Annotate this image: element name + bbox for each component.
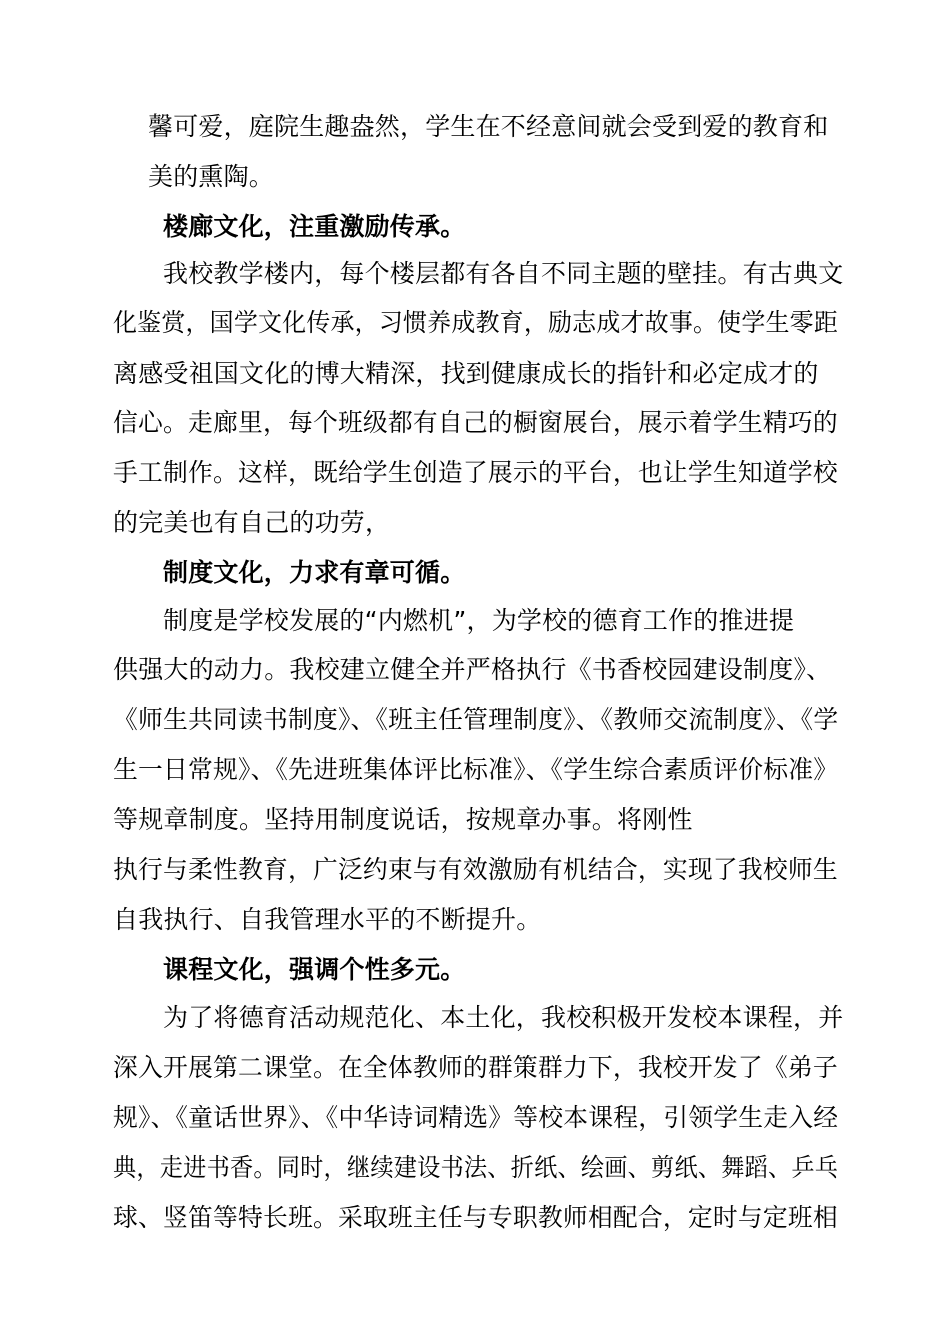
paragraph-line: 化鉴赏，国学文化传承，习惯养成教育，励志成才故事。使学生零距 <box>113 308 839 337</box>
section-heading: 楼廊文化，注重激励传承。 <box>163 212 466 241</box>
paragraph-line: 美的熏陶。 <box>148 162 275 191</box>
paragraph-line: 馨可爱，庭院生趣盎然，学生在不经意间就会受到爱的教育和 <box>148 112 829 141</box>
paragraph-line: 制度是学校发展的“内燃机”，为学校的德育工作的推进提 <box>163 606 795 635</box>
section-heading: 制度文化，力求有章可循。 <box>163 558 466 587</box>
paragraph-line: 的完美也有自己的功劳， <box>113 508 391 537</box>
paragraph-line: 供强大的动力。我校建立健全并严格执行《书香校园建设制度》、 <box>113 655 832 684</box>
paragraph-line: 我校教学楼内，每个楼层都有各自不同主题的壁挂。有古典文 <box>163 259 844 288</box>
paragraph-line: 深入开展第二课堂。在全体教师的群策群力下，我校开发了《弟子 <box>113 1053 838 1082</box>
paragraph-line: 生一日常规》、《先进班集体评比标准》、《学生综合素质评价标准》 <box>113 755 839 784</box>
paragraph-line: 规》、《童话世界》、《中华诗词精选》等校本课程，引领学生走入经 <box>113 1103 839 1132</box>
paragraph-line: 自我执行、自我管理水平的不断提升。 <box>113 905 542 934</box>
paragraph-line: 典，走进书香。同时，继续建设书法、折纸、绘画、剪纸、舞蹈、乒乓 <box>113 1153 839 1182</box>
paragraph-line: 离感受祖国文化的博大精深，找到健康成长的指针和必定成才的 <box>113 359 819 388</box>
section-heading: 课程文化，强调个性多元。 <box>163 955 466 984</box>
paragraph-line: 信心。走廊里，每个班级都有自己的橱窗展台，展示着学生精巧的 <box>113 408 838 437</box>
paragraph-line: 等规章制度。坚持用制度说话，按规章办事。将刚性 <box>113 805 693 834</box>
paragraph-line: 球、竖笛等特长班。采取班主任与专职教师相配合，定时与定班相 <box>113 1203 838 1232</box>
paragraph-line: 执行与柔性教育，广泛约束与有效激励有机结合，实现了我校师生 <box>113 855 838 884</box>
paragraph-line: 手工制作。这样，既给学生创造了展示的平台，也让学生知道学校 <box>113 458 838 487</box>
paragraph-line: 为了将德育活动规范化、本土化，我校积极开发校本课程，并 <box>163 1003 844 1032</box>
paragraph-line: 《师生共同读书制度》、《班主任管理制度》、《教师交流制度》、《学 <box>113 705 839 734</box>
